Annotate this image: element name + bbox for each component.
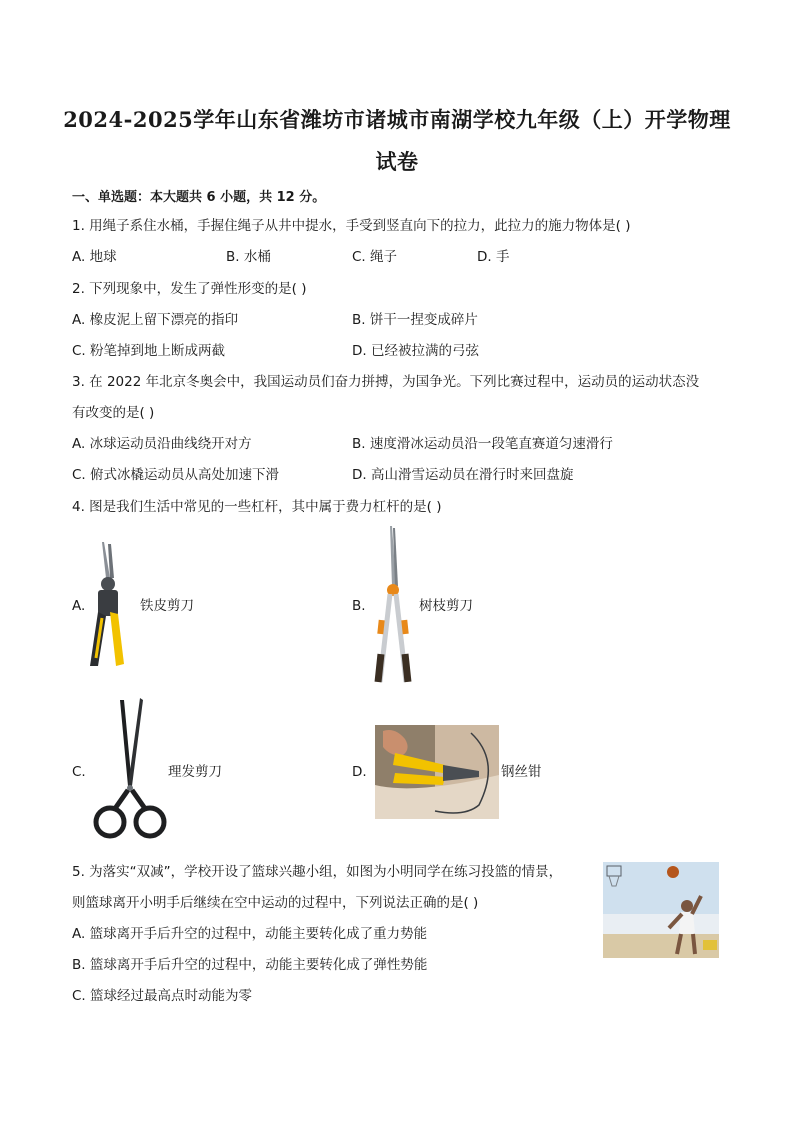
wire-pliers-image	[375, 725, 499, 819]
question-1-option-d: D. 手	[477, 249, 510, 265]
question-5-option-a: A. 篮球离开手后升空的过程中，动能主要转化成了重力势能	[72, 926, 428, 942]
question-3-option-d: D. 高山滑雪运动员在滑行时来回盘旋	[352, 467, 574, 483]
section-heading: 一、单选题：本大题共 6 小题，共 12 分。	[72, 190, 326, 205]
question-2-option-c: C. 粉笔掉到地上断成两截	[72, 343, 226, 359]
question-1-option-c: C. 绳子	[352, 249, 398, 265]
question-4-stem: 4. 图是我们生活中常见的一些杠杆，其中属于费力杠杆的是( )	[72, 499, 442, 515]
question-1-option-a: A. 地球	[72, 249, 117, 265]
question-4-option-d-label: 钢丝钳	[501, 764, 542, 780]
question-4-option-a-letter: A.	[72, 598, 86, 614]
question-5-stem-line-2: 则篮球离开小明手后继续在空中运动的过程中，下列说法正确的是( )	[72, 895, 479, 911]
question-4-option-a-label: 铁皮剪刀	[140, 598, 194, 614]
branch-shears-image	[368, 524, 418, 686]
question-2-option-b: B. 饼干一捏变成碎片	[352, 312, 478, 328]
question-4-option-b-letter: B.	[352, 598, 366, 614]
question-1-option-b: B. 水桶	[226, 249, 271, 265]
question-3-option-b: B. 速度滑冰运动员沿一段笔直赛道匀速滑行	[352, 436, 613, 452]
page-title-line-2: 试卷	[375, 149, 419, 174]
question-5-option-b: B. 篮球离开手后升空的过程中，动能主要转化成了弹性势能	[72, 957, 428, 973]
question-2-option-a: A. 橡皮泥上留下漂亮的指印	[72, 312, 239, 328]
question-4-option-c-label: 理发剪刀	[168, 764, 222, 780]
hair-scissors-image	[88, 694, 170, 850]
question-5-option-c: C. 篮球经过最高点时动能为零	[72, 988, 253, 1004]
question-2-option-d: D. 已经被拉满的弓弦	[352, 343, 479, 359]
tin-snips-image	[84, 538, 130, 670]
question-1-stem: 1. 用绳子系住水桶，手握住绳子从井中提水，手受到竖直向下的拉力，此拉力的施力物体是( )	[72, 218, 631, 234]
page-title-line-1: 2024-2025学年山东省潍坊市诸城市南湖学校九年级（上）开学物理	[63, 107, 731, 132]
question-4-option-b-label: 树枝剪刀	[419, 598, 473, 614]
question-4-option-c-letter: C.	[72, 764, 86, 780]
basketball-player-image	[603, 862, 719, 958]
question-3-option-a: A. 冰球运动员沿曲线绕开对方	[72, 436, 252, 452]
question-4-option-d-letter: D.	[352, 764, 367, 780]
question-3-stem-line-1: 3. 在 2022 年北京冬奥会中，我国运动员们奋力拼搏，为国争光。下列比赛过程中，运动员的运动状态没	[72, 374, 700, 390]
question-2-stem: 2. 下列现象中，发生了弹性形变的是( )	[72, 281, 307, 297]
question-5-stem-line-1: 5. 为落实“双减”，学校开设了篮球兴趣小组，如图为小明同学在练习投篮的情景，	[72, 864, 563, 880]
question-3-stem-line-2: 有改变的是( )	[72, 405, 155, 421]
question-3-option-c: C. 俯式冰橇运动员从高处加速下滑	[72, 467, 280, 483]
